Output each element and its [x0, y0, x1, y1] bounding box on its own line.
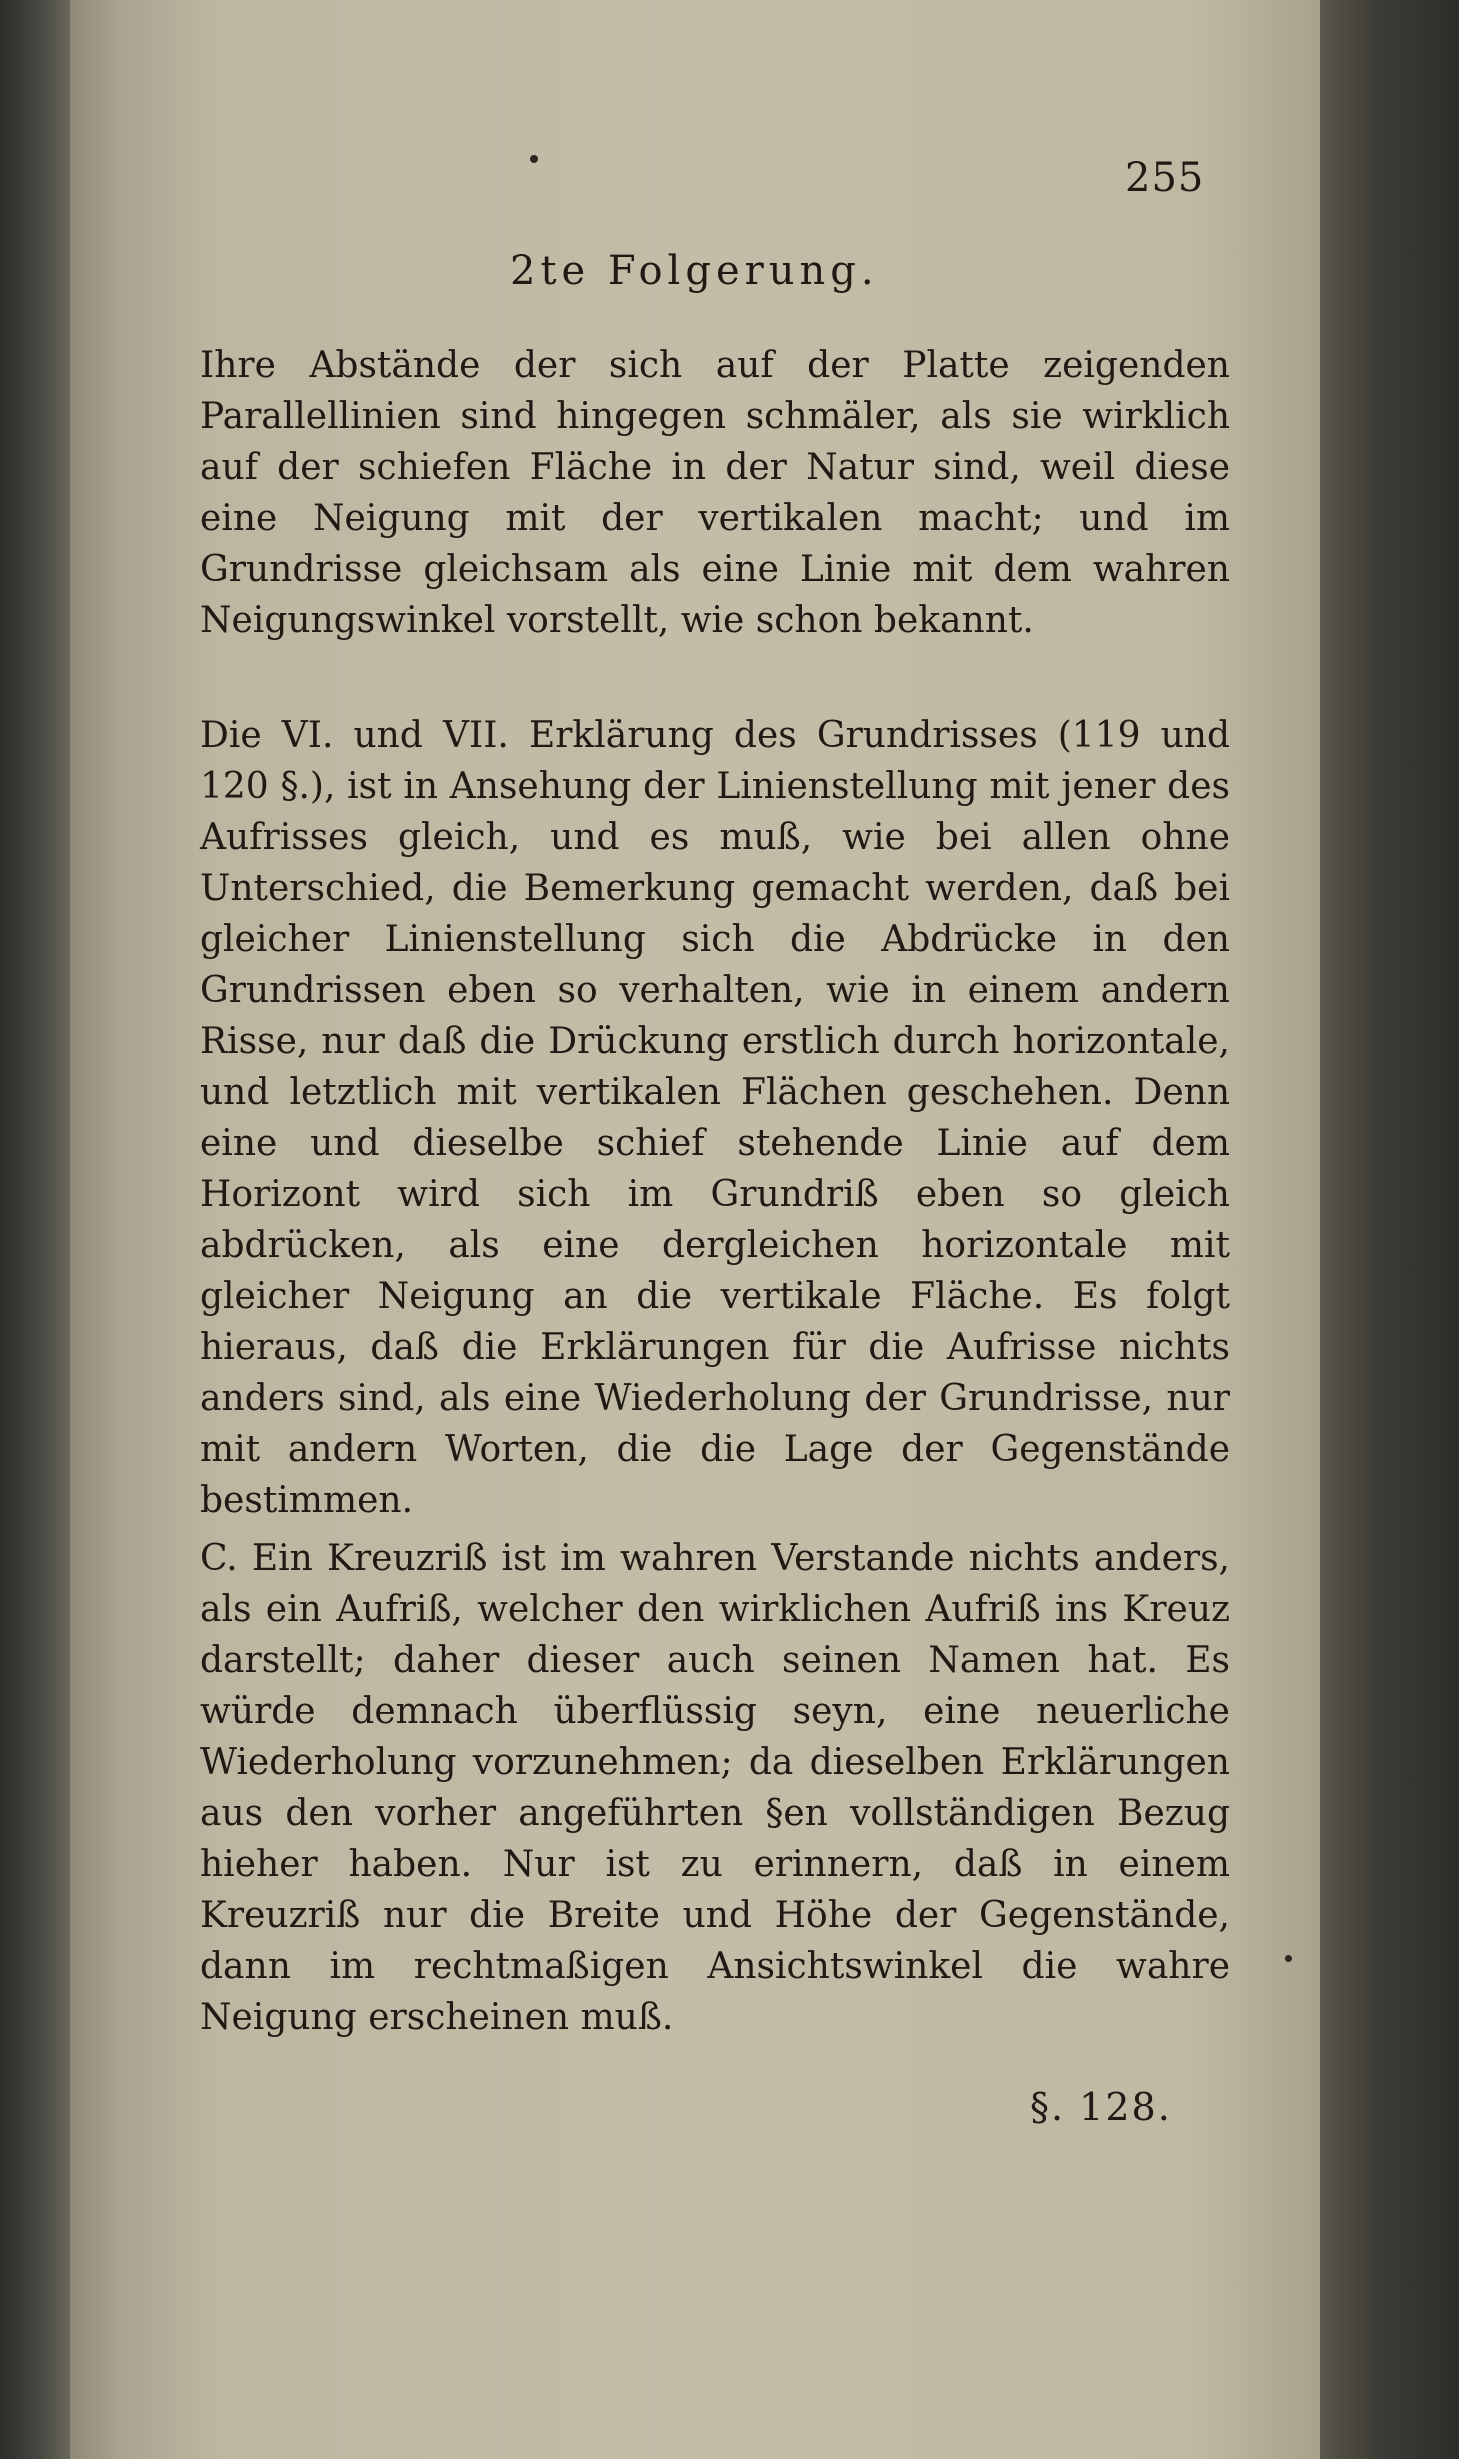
- book-spine: [0, 0, 70, 2459]
- section-heading: 2te Folgerung.: [510, 248, 879, 294]
- ink-spot: [1285, 1955, 1292, 1962]
- paragraph-3: C. Ein Kreuzriß ist im wahren Verstande nichts anders, als ein Aufriß, welcher den wirklichen Aufriß ins Kreuz darstellt; daher dieser auch seinen Namen hat. Es würde demnach überflüssig seyn, eine neuerliche Wiederholung vorzunehmen; da dieselben Erklärungen aus den vorher angeführten §en vollständigen Bezug hieher haben. Nur ist zu erinnern, daß in einem Kreuzriß nur die Breite und Höhe der Gegenstände, dann im rechtmaßigen Ansichtswinkel die wahre Neigung erscheinen muß.: [200, 1538, 1230, 2038]
- paragraph-2: Die VI. und VII. Erklärung des Grundrisses (119 und 120 §.), ist in Ansehung der Linienstellung mit jener des Aufrisses gleich, und es muß, wie bei allen ohne Unterschied, die Bemerkung gemacht werden, daß bei gleicher Linienstellung sich die Abdrücke in den Grundrissen eben so verhalten, wie in einem andern Risse, nur daß die Drückung erstlich durch horizontale, und letztlich mit vertikalen Flächen geschehen. Denn eine und dieselbe schief stehende Linie auf dem Horizont wird sich im Grundriß eben so gleich abdrücken, als eine dergleichen horizontale mit gleicher Neigung an die vertikale Fläche. Es folgt hieraus, daß die Erklärungen für die Aufrisse nichts anders sind, als eine Wiederholung der Grundrisse, nur mit andern Worten, die die Lage der Gegenstände bestimmen.: [200, 715, 1230, 1521]
- page-edge: [1320, 0, 1459, 2459]
- ink-spot: [530, 155, 538, 163]
- catchword-section-ref: §. 128.: [1030, 2085, 1172, 2129]
- paragraph-1: Ihre Abstände der sich auf der Platte zeigenden Parallellinien sind hingegen schmäler, als sie wirklich auf der schiefen Fläche in der Natur sind, weil diese eine Neigung mit der vertikalen macht; und im Grundrisse gleichsam als eine Linie mit dem wahren Neigungswinkel vorstellt, wie schon bekannt.: [200, 345, 1230, 641]
- page-number: 255: [1125, 155, 1205, 201]
